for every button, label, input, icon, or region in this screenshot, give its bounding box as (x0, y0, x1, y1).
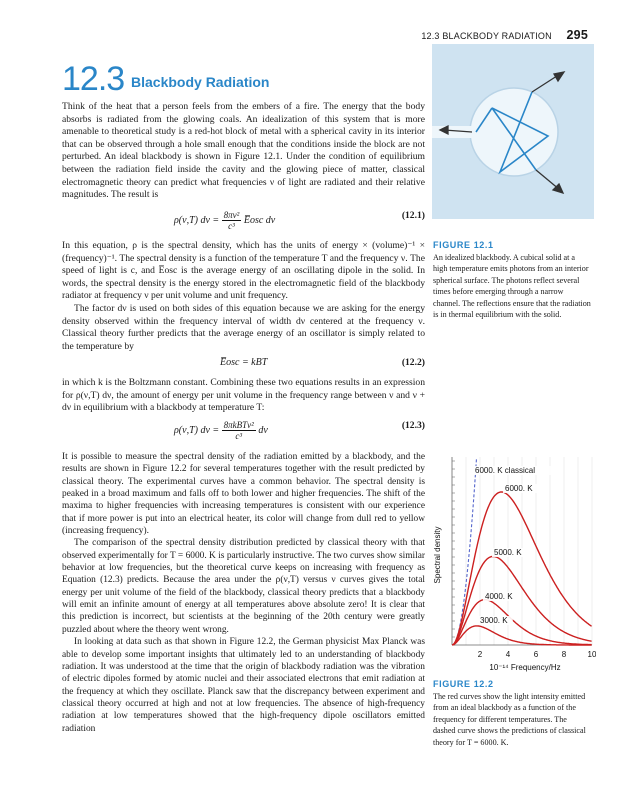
figure-12-2-caption: The red curves show the light intensity emitted from an ideal blackbody as a function of the frequency for different temperatures. The dashed curve shows the predictions of classical theory for T = 6000. K. (433, 692, 586, 747)
eq2-label: (12.2) (401, 357, 425, 368)
blackbody-cavity-diagram (432, 44, 594, 219)
running-header (0, 28, 588, 42)
figure-12-1-label: FIGURE 12.1 (433, 240, 494, 250)
eq1-rhs: E̅osc dν (243, 214, 276, 226)
figure-12-1-caption: An idealized blackbody. A cubical solid at a high temperature emits photons from an interior spherical surface. The photons reflect several times before emerging through a narrow channel. The reflections ensure that the radiation is in thermal equilibrium with the solid. (433, 253, 591, 320)
x-tick-label: 4 (505, 650, 511, 659)
paragraph-6: The comparison of the spectral density distribution predicted by classical theory with that observed experimentally for T = 6000. K is particularly instructive. The two curves show similar behavior at low frequencies, but the theoretical curve keeps on increasing with frequency as Equation (12.3) predicts. Because the area under the ρ(ν,T) versus ν curves gives the total energy per unit volume of the field of the blackbody, classical theory predicts that a blackbody will emit an infinite amount of energy at all temperatures above absolute zero! It is clear that this prediction is incorrect, but scientists at the beginning of the 20th century were greatly puzzled about where the theory went wrong. (62, 538, 425, 635)
eq2-expression: E̅osc = kBT (220, 357, 268, 368)
equation-12-2 (62, 357, 425, 373)
section-number: 12.3 (62, 60, 125, 98)
eq3-rhs: dν (258, 424, 268, 436)
eq1-denominator: c³ (228, 221, 235, 231)
figure-12-1-illustration (432, 44, 594, 219)
paragraph-2: In this equation, ρ is the spectral density, which has the units of energy × (volume)⁻¹ × (frequency)⁻¹. The spectral density is a function of the temperature T and the frequency ν. The speed of light is c, and E̅osc is the average energy of an oscillating dipole in the solid. In words, the spectral density is the energy stored in the electromagnetic field of the blackbody radiator at frequency ν per unit volume and unit frequency. (62, 240, 425, 302)
series-label: 4000. K (485, 592, 513, 601)
figure-12-2-chart (430, 445, 596, 675)
paragraph-1: Think of the heat that a person feels from the embers of a fire. The energy that the body absorbs is radiated from the glowing coals. An idealization of this system that is more amenable to theoretical study is a red-hot block of metal with a spherical cavity in its interior that can be observed through a hole small enough that the conditions inside the block are not perturbed. An ideal blackbody is shown in Figure 12.1. Under the condition of equilibrium between the radiation field inside the cavity and the glowing piece of matter, classical electromagnetic theory can predict what frequencies ν of light are radiated and their relative magnitudes. The result is (62, 101, 425, 201)
page-number: 295 (566, 28, 588, 42)
body-text-block-1 (62, 101, 425, 202)
x-tick-label: 2 (477, 650, 483, 659)
eq1-numerator: 8πν² (223, 210, 240, 220)
section-title: Blackbody Radiation (131, 74, 270, 90)
eq3-denominator: c³ (235, 431, 243, 441)
eq1-label: (12.1) (401, 210, 425, 221)
spherical-cavity (470, 88, 558, 176)
x-axis-label: 10⁻¹⁴ Frequency/Hz (489, 663, 561, 672)
eq3-lhs: ρ(ν,T) dν = (174, 424, 220, 436)
x-tick-label: 8 (561, 650, 567, 659)
series-label: 3000. K (480, 616, 508, 625)
paragraph-3: The factor dν is used on both sides of this equation because we are asking for the energy density observed within the frequency interval of width dν centered at the frequency ν. Classical theory further predicts that the average energy of an oscillator is simply related to the temperature by (62, 302, 425, 352)
y-axis-label: Spectral density (433, 526, 442, 584)
x-tick-label: 6 (533, 650, 539, 659)
series-label: 6000. K classical (475, 466, 536, 475)
paragraph-5: It is possible to measure the spectral density of the radiation emitted by a blackbody, and the results are shown in Figure 12.2 for several temperatures together with the result predicted by classical theory. The experimental curves have a common behavior. The spectral density is peaked in a broad maximum and falls off to both lower and higher frequencies. The shift of the maxima to higher frequencies with increasing temperatures is consistent with our experience that if more power is put into an electrical heater, its color will change from dull red to yellow (increasing frequency). (62, 452, 425, 537)
paragraph-7: In looking at data such as that shown in Figure 12.2, the German physicist Max Planck was able to develop some important insights that ultimately led to an understanding of blackbody radiation. It was understood at the time that the origin of blackbody radiation was the vibration of electric dipoles formed by atomic nuclei and their associated electrons that emit radiation at the frequency at which they oscillate. Planck saw that the discrepancy between experiment and classical theory occurred at high and not at low frequencies. The absence of high-frequency radiation at low temperatures showed that the high-frequency dipole oscillators emitted radiation (62, 637, 425, 734)
figure-12-2-label: FIGURE 12.2 (433, 679, 494, 689)
body-text-block-2 (62, 240, 425, 353)
series-label: 5000. K (494, 548, 522, 557)
body-text-block-4 (62, 451, 425, 735)
x-tick-label: 10 (587, 650, 596, 659)
eq3-label: (12.3) (401, 420, 425, 431)
paragraph-4: in which k is the Boltzmann constant. Combining these two equations results in an expression for ρ(ν,T) dν, the amount of energy per unit volume in the frequency range between ν and ν + dν in equilibrium with a blackbody at temperature T: (62, 377, 425, 414)
eq1-lhs: ρ(ν,T) dν = (174, 214, 220, 226)
series-label: 6000. K (505, 484, 533, 493)
equation-12-1 (62, 210, 425, 231)
running-title: 12.3 BLACKBODY RADIATION (421, 31, 552, 41)
equation-12-3 (62, 420, 425, 441)
body-text-block-3 (62, 377, 425, 415)
eq3-numerator: 8πkBTν² (223, 420, 254, 430)
